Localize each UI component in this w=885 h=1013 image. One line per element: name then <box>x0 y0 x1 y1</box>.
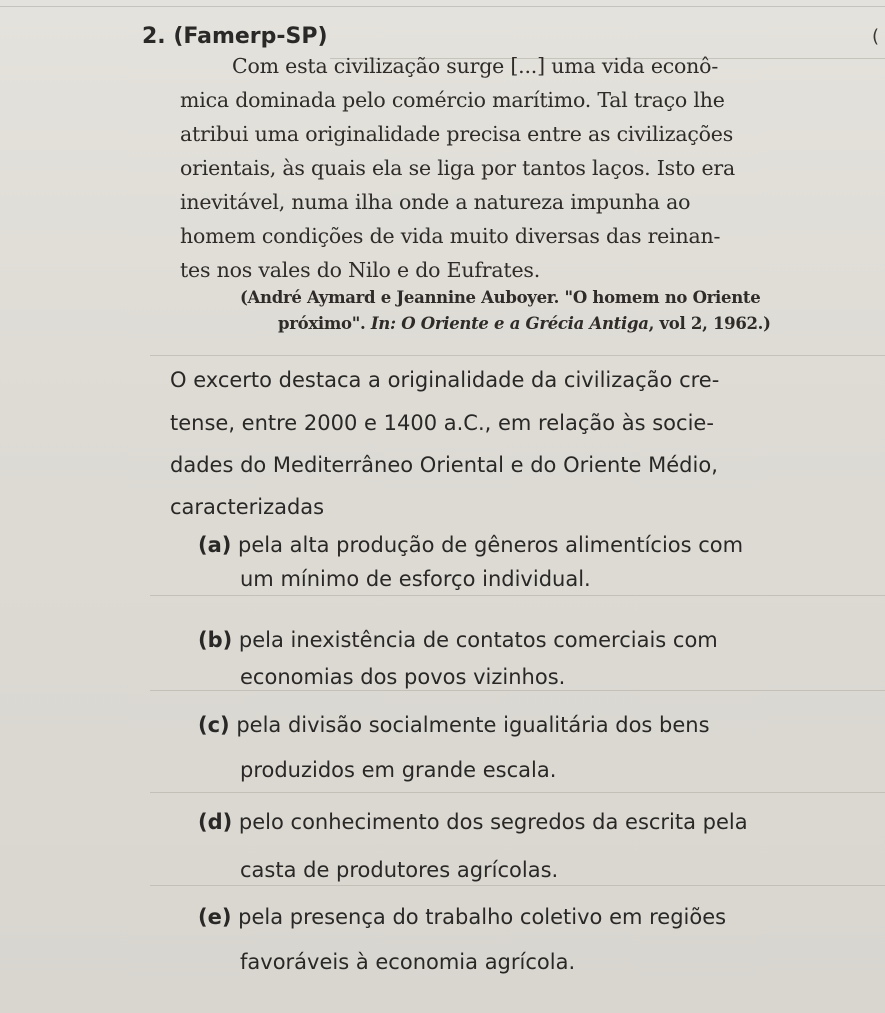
option-b-continuation: economias dos povos vizinhos. <box>240 665 566 689</box>
passage-line: inevitável, numa ilha onde a natureza impunha ao <box>180 190 691 214</box>
option-text: pela presença do trabalho coletivo em regiões <box>231 905 727 929</box>
option-letter: (e) <box>198 905 232 929</box>
ruled-line <box>150 792 885 793</box>
option-c <box>198 713 710 737</box>
passage-line: atribui uma originalidade precisa entre as civilizações <box>180 122 734 146</box>
option-text: pela alta produção de gêneros alimentícios com <box>231 533 744 557</box>
option-e-continuation: favoráveis à economia agrícola. <box>240 950 576 974</box>
option-letter: (a) <box>198 533 232 557</box>
ruled-line <box>0 6 885 7</box>
stem-line: tense, entre 2000 e 1400 a.C., em relação às socie- <box>170 411 714 435</box>
edge-mark: ( <box>872 26 880 47</box>
citation-in: In: <box>370 314 402 333</box>
citation-work-title: O Oriente e a Grécia Antiga <box>401 314 649 333</box>
citation-prefix: próximo". <box>278 314 371 333</box>
option-letter: (b) <box>198 628 233 652</box>
ruled-line <box>150 595 885 596</box>
option-a <box>198 533 743 557</box>
stem-line: dades do Mediterrâneo Oriental e do Oriente Médio, <box>170 453 718 477</box>
question-header: 2. (Famerp-SP) <box>142 24 328 49</box>
option-text: pelo conhecimento dos segredos da escrita pela <box>232 810 748 834</box>
stem-line: O excerto destaca a originalidade da civilização cre- <box>170 368 720 392</box>
option-text: pela divisão socialmente igualitária dos bens <box>229 713 710 737</box>
stem-line: caracterizadas <box>170 495 325 519</box>
option-e <box>198 905 726 929</box>
option-letter: (d) <box>198 810 233 834</box>
option-d-continuation: casta de produtores agrícolas. <box>240 858 559 882</box>
option-d <box>198 810 748 834</box>
ruled-line <box>150 690 885 691</box>
option-text: pela inexistência de contatos comerciais com <box>232 628 718 652</box>
option-b <box>198 628 718 652</box>
passage-line: Com esta civilização surge [...] uma vida econô- <box>232 54 719 78</box>
citation-line <box>278 314 771 333</box>
option-a-continuation: um mínimo de esforço individual. <box>240 567 591 591</box>
passage-line: tes nos vales do Nilo e do Eufrates. <box>180 258 541 282</box>
option-c-continuation: produzidos em grande escala. <box>240 758 557 782</box>
ruled-line <box>150 355 885 356</box>
passage-line: mica dominada pelo comércio marítimo. Tal traço lhe <box>180 88 725 112</box>
option-letter: (c) <box>198 713 230 737</box>
citation-line: (André Aymard e Jeannine Auboyer. "O homem no Oriente <box>240 288 761 307</box>
passage-line: homem condições de vida muito diversas das reinan- <box>180 224 721 248</box>
passage-line: orientais, às quais ela se liga por tantos laços. Isto era <box>180 156 736 180</box>
ruled-line <box>150 885 885 886</box>
citation-suffix: , vol 2, 1962.) <box>648 314 771 333</box>
